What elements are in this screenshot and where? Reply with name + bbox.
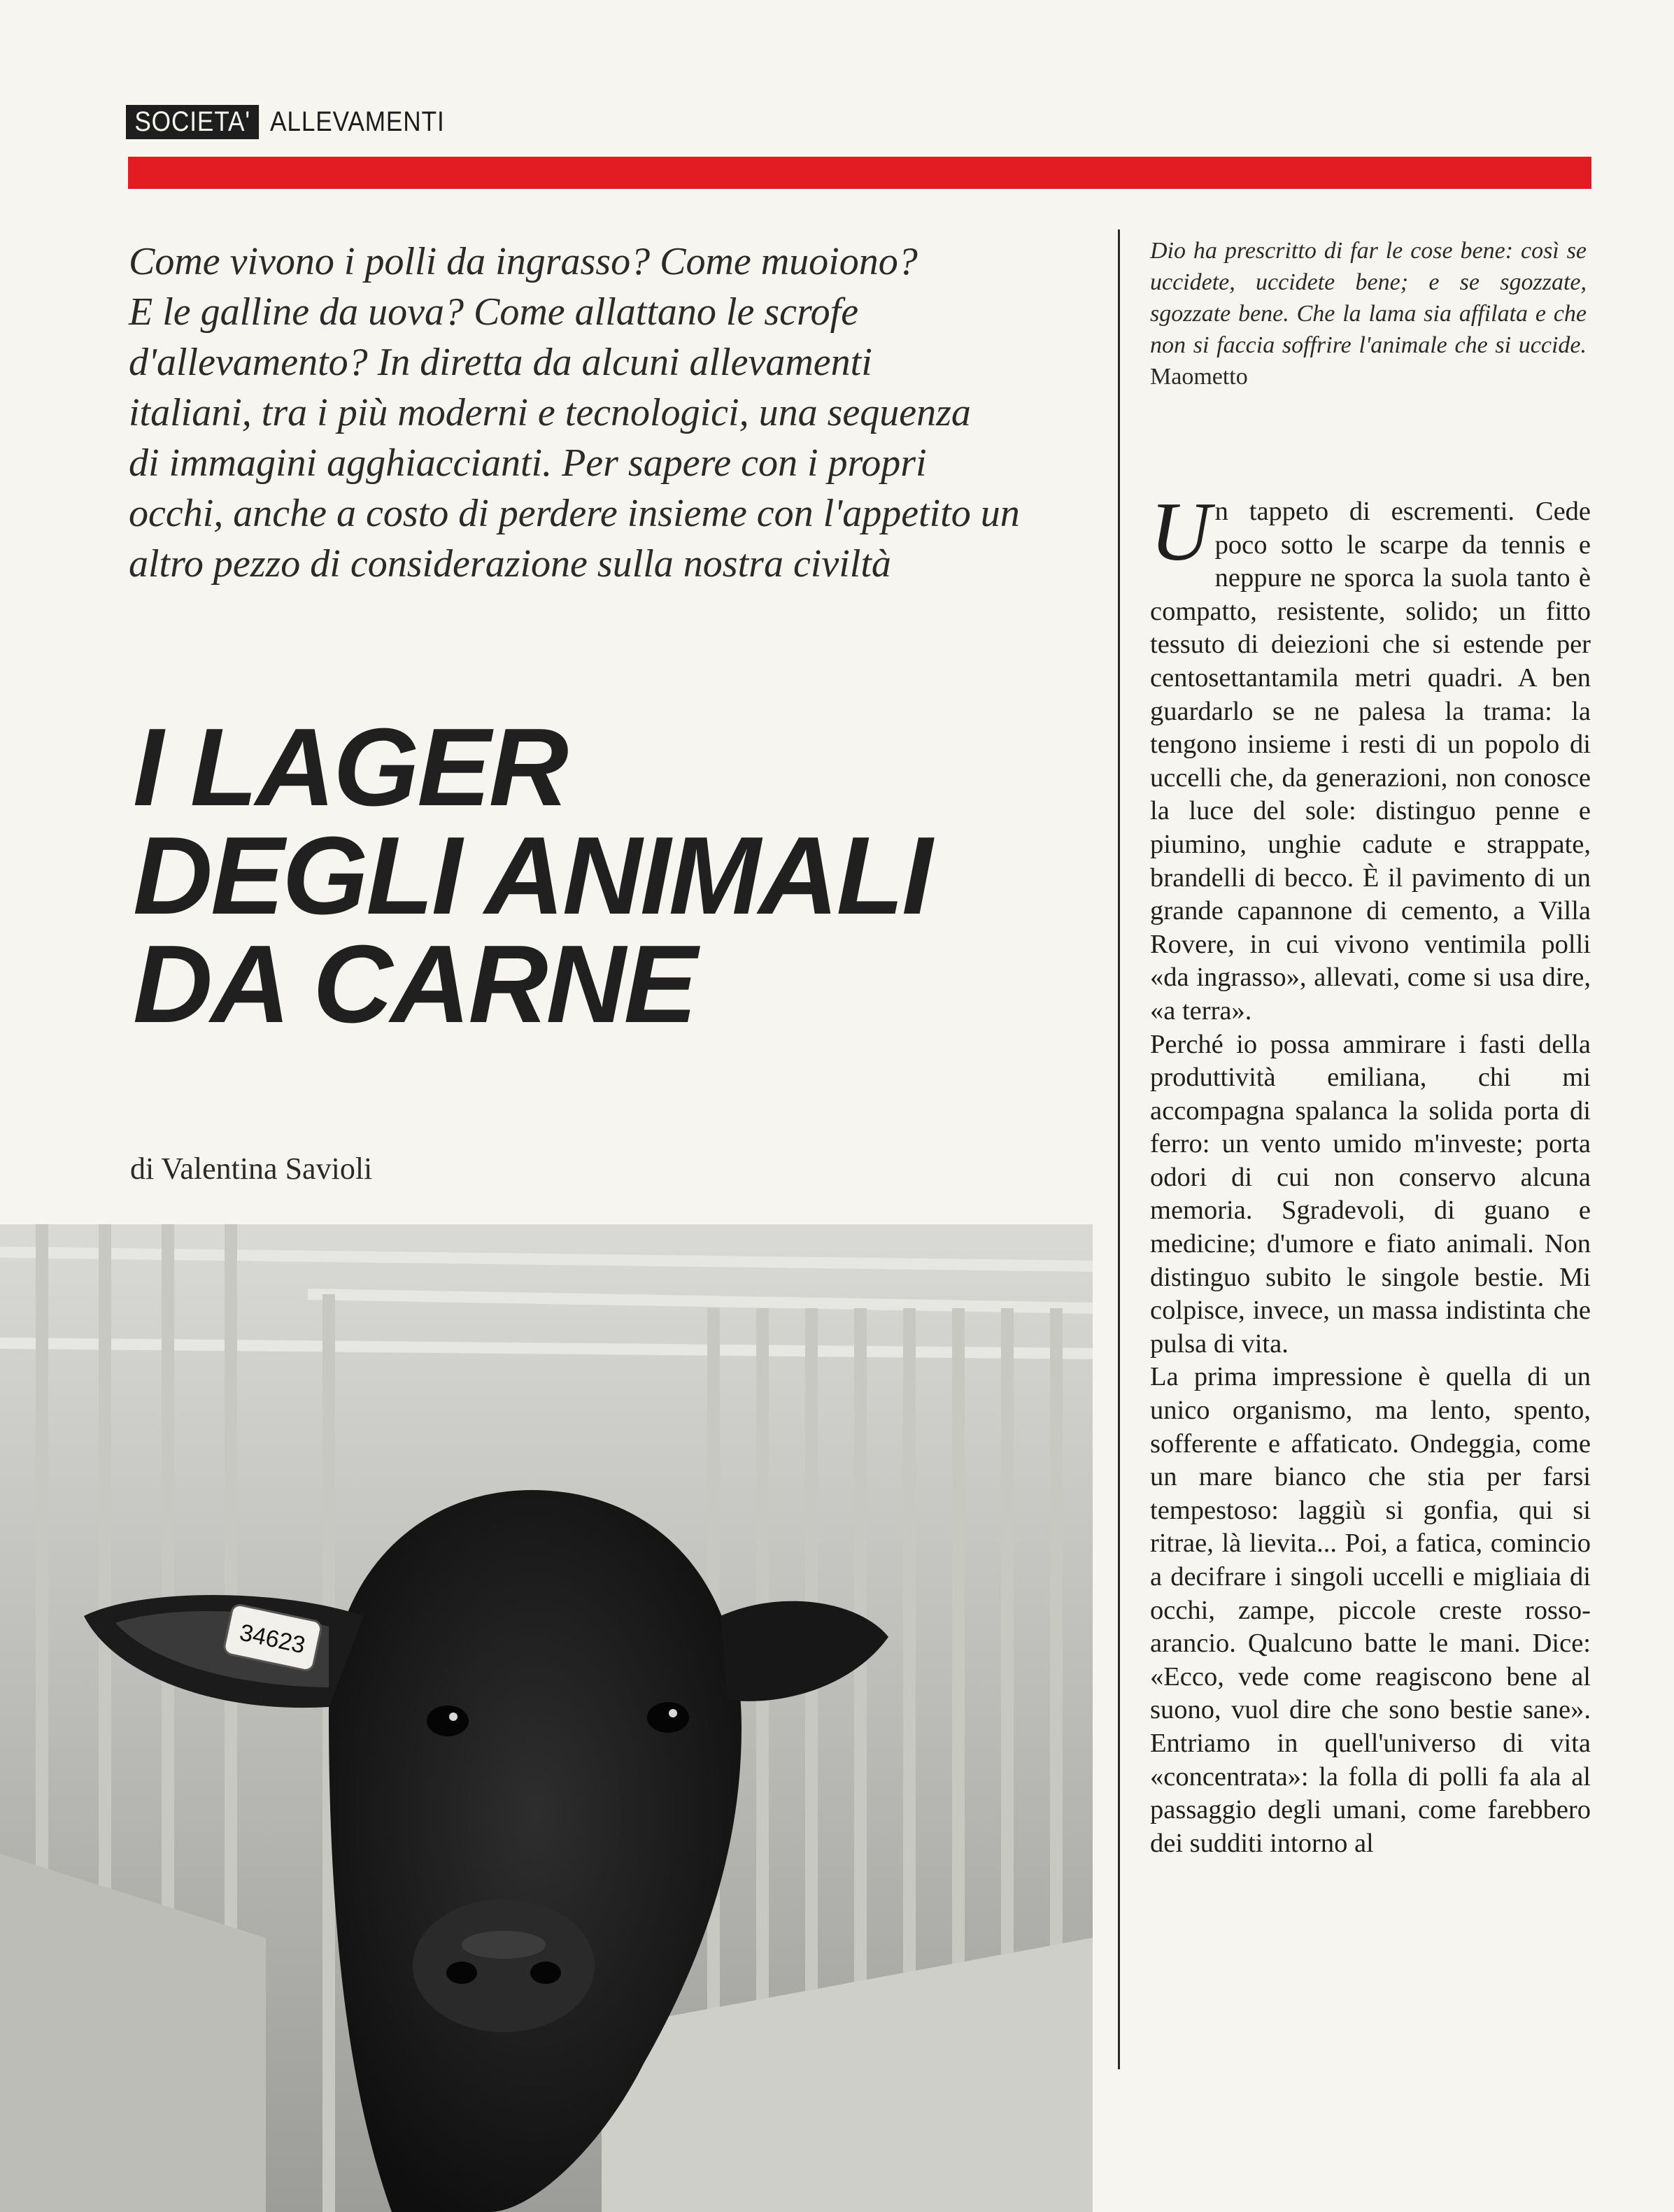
lead-line: Come vivono i polli da ingrasso? Come muoiono? — [129, 240, 918, 283]
lead-line: di immagini agghiaccianti. Per sapere con i propri — [129, 441, 927, 485]
lead-line: occhi, anche a costo di perdere insieme con l'appetito un — [129, 492, 1020, 535]
headline-line: I LAGER — [133, 706, 567, 829]
header-accent-bar — [128, 157, 1591, 189]
lead-line: altro pezzo di considerazione sulla nostra civiltà — [129, 542, 891, 586]
calf-photo-graphic — [0, 1224, 1093, 2212]
headline-line: DA CARNE — [133, 923, 696, 1046]
article-body — [1150, 485, 1591, 1860]
lead-line: italiani, tra i più moderni e tecnologici, una sequenza — [129, 391, 971, 434]
subsection-label: ALLEVAMENTI — [270, 106, 445, 137]
headline-line: DEGLI ANIMALI — [133, 814, 931, 937]
byline: di Valentina Savioli — [130, 1151, 373, 1186]
epigraph — [1150, 235, 1587, 392]
column-divider — [1118, 229, 1120, 2069]
lead-line: d'allevamento? In diretta da alcuni allevamenti — [129, 341, 872, 384]
section-label: SOCIETA' — [126, 105, 259, 139]
epigraph-author: Maometto — [1150, 364, 1248, 390]
section-header — [126, 105, 469, 139]
ear-tag-label: 34623 — [237, 1619, 308, 1659]
article-paragraph — [1150, 485, 1591, 1028]
paragraph-text: n tappeto di escrementi. Cede poco sotto le scarpe da tennis e neppure ne sporca la suola tanto è compatto, resistente, solido; un fitto tessuto di deiezioni che si estende per centosettantamila metri quadri. A ben guardarlo se ne palesa la trama: la tengono insieme i resti di un popolo di uccelli che, da generazioni, non conosce la luce del sole: distinguo penne e piumino, unghie cadute e strappate, brandelli di becco. È il pavimento di un grande capannone di cemento, a Villa Rovere, in cui vivono ventimila polli «da ingrasso», allevati, come si usa dire, «a terra». — [1150, 497, 1591, 1026]
article-headline — [133, 706, 1126, 1046]
lead-line: E le galline da uova? Come allattano le scrofe — [129, 290, 859, 334]
lead-paragraph — [129, 236, 1080, 589]
drop-cap: U — [1150, 485, 1211, 578]
article-paragraph: Perché io possa ammirare i fasti della produttività emiliana, chi mi accompagna spalanca la solida porta di ferro: un vento umido m'investe; porta odori di cui non conservo alcuna memoria. Sgradevoli, di guano e medicine; d'umore e fiato animali. Non distinguo subito le singole bestie. Mi colpisce, invece, un massa indistinta che pulsa di vita. — [1150, 1029, 1591, 1359]
calf-photo — [0, 1224, 1093, 2212]
epigraph-text: Dio ha prescritto di far le cose bene: così se uccidete, uccidete bene; e se sgozzate, sgozzate bene. Che la lama sia affilata e che non si faccia soffrire l'animale che si uccide. — [1150, 238, 1587, 358]
article-paragraph: La prima impressione è quella di un unico organismo, ma lento, spento, sofferente e affaticato. Ondeggia, come un mare bianco che stia per farsi tempestoso: laggiù si gonfia, qui si ritrae, là lievita... Poi, a fatica, comincio a decifrare i singoli uccelli e migliaia di occhi, zampe, piccole creste rosso-arancio. Qualcuno batte le mani. Dice: «Ecco, vede come reagiscono bene al suono, vuol dire che sono bestie sane». Entriamo in quell'universo di vita «concentrata»: la folla di polli fa ala al passaggio degli umani, come farebbero dei sudditi intorno al — [1150, 1362, 1591, 1858]
